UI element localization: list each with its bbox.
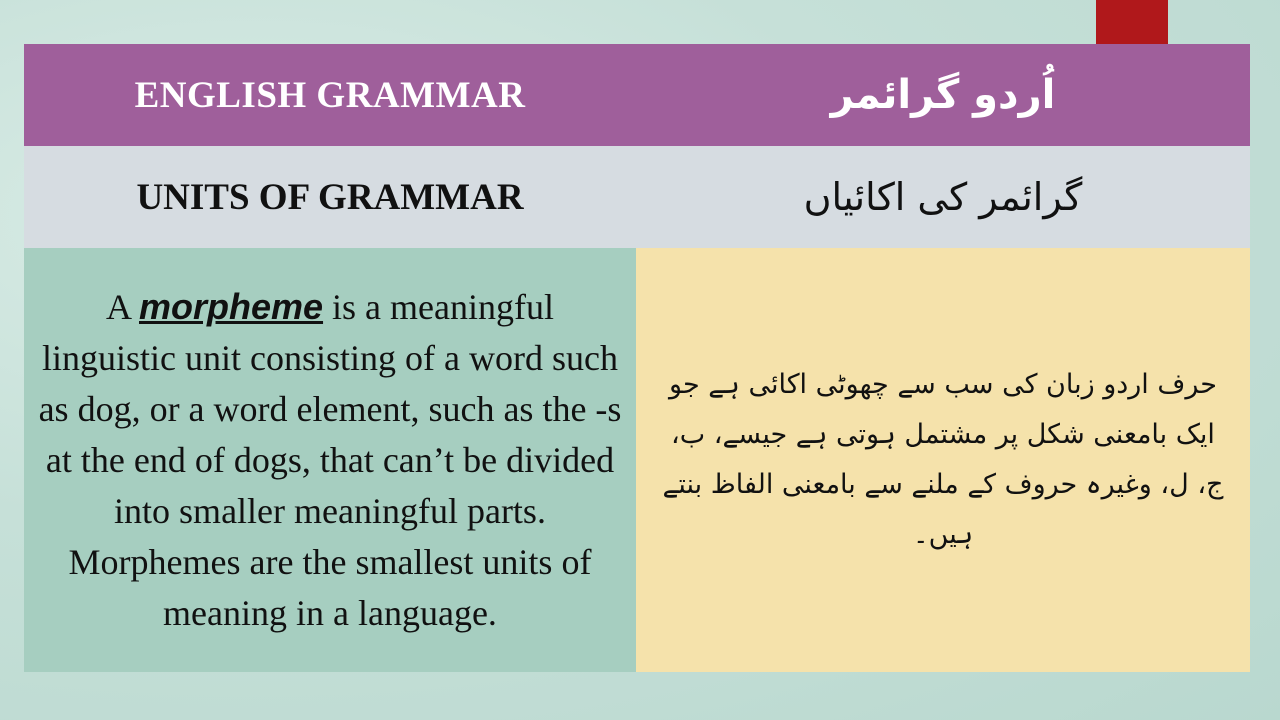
morpheme-definition (38, 281, 622, 639)
subheader-row (24, 146, 1250, 248)
morpheme-keyword: morpheme (139, 286, 324, 327)
header-row (24, 44, 1250, 146)
subheader-urdu-cell (636, 146, 1250, 248)
urdu-definition: حرف اردو زبان کی سب سے چھوٹی اکائی ہے جو ایک بامعنی شکل پر مشتمل ہوتی ہے جیسے، ب، ج، ل، وغیرہ حروف کے ملنے سے بامعنی الفاظ بنتے ہیں۔ (662, 369, 1224, 550)
header-english-cell (24, 44, 636, 146)
definition-text: is a meaningful linguistic unit consisting of a word such as dog, or a word element, such as the -s at the end of dogs, that can’t be divided into smaller meaningful parts. Morphemes are the smallest units of meaning in a language. (38, 287, 622, 633)
grammar-table (24, 44, 1250, 672)
urdu-definition-cell (636, 248, 1250, 672)
definition-prefix: A (105, 287, 139, 327)
urdu-grammar-title: اُردو گرائمر (830, 72, 1056, 118)
english-grammar-title: ENGLISH GRAMMAR (134, 74, 526, 116)
subheader-english-cell (24, 146, 636, 248)
english-definition-cell (24, 248, 636, 672)
units-of-grammar-heading: UNITS OF GRAMMAR (136, 176, 524, 218)
urdu-units-heading: گرائمر کی اکائیاں (803, 175, 1083, 219)
header-urdu-cell (636, 44, 1250, 146)
accent-tab (1096, 0, 1168, 44)
body-row (24, 248, 1250, 672)
